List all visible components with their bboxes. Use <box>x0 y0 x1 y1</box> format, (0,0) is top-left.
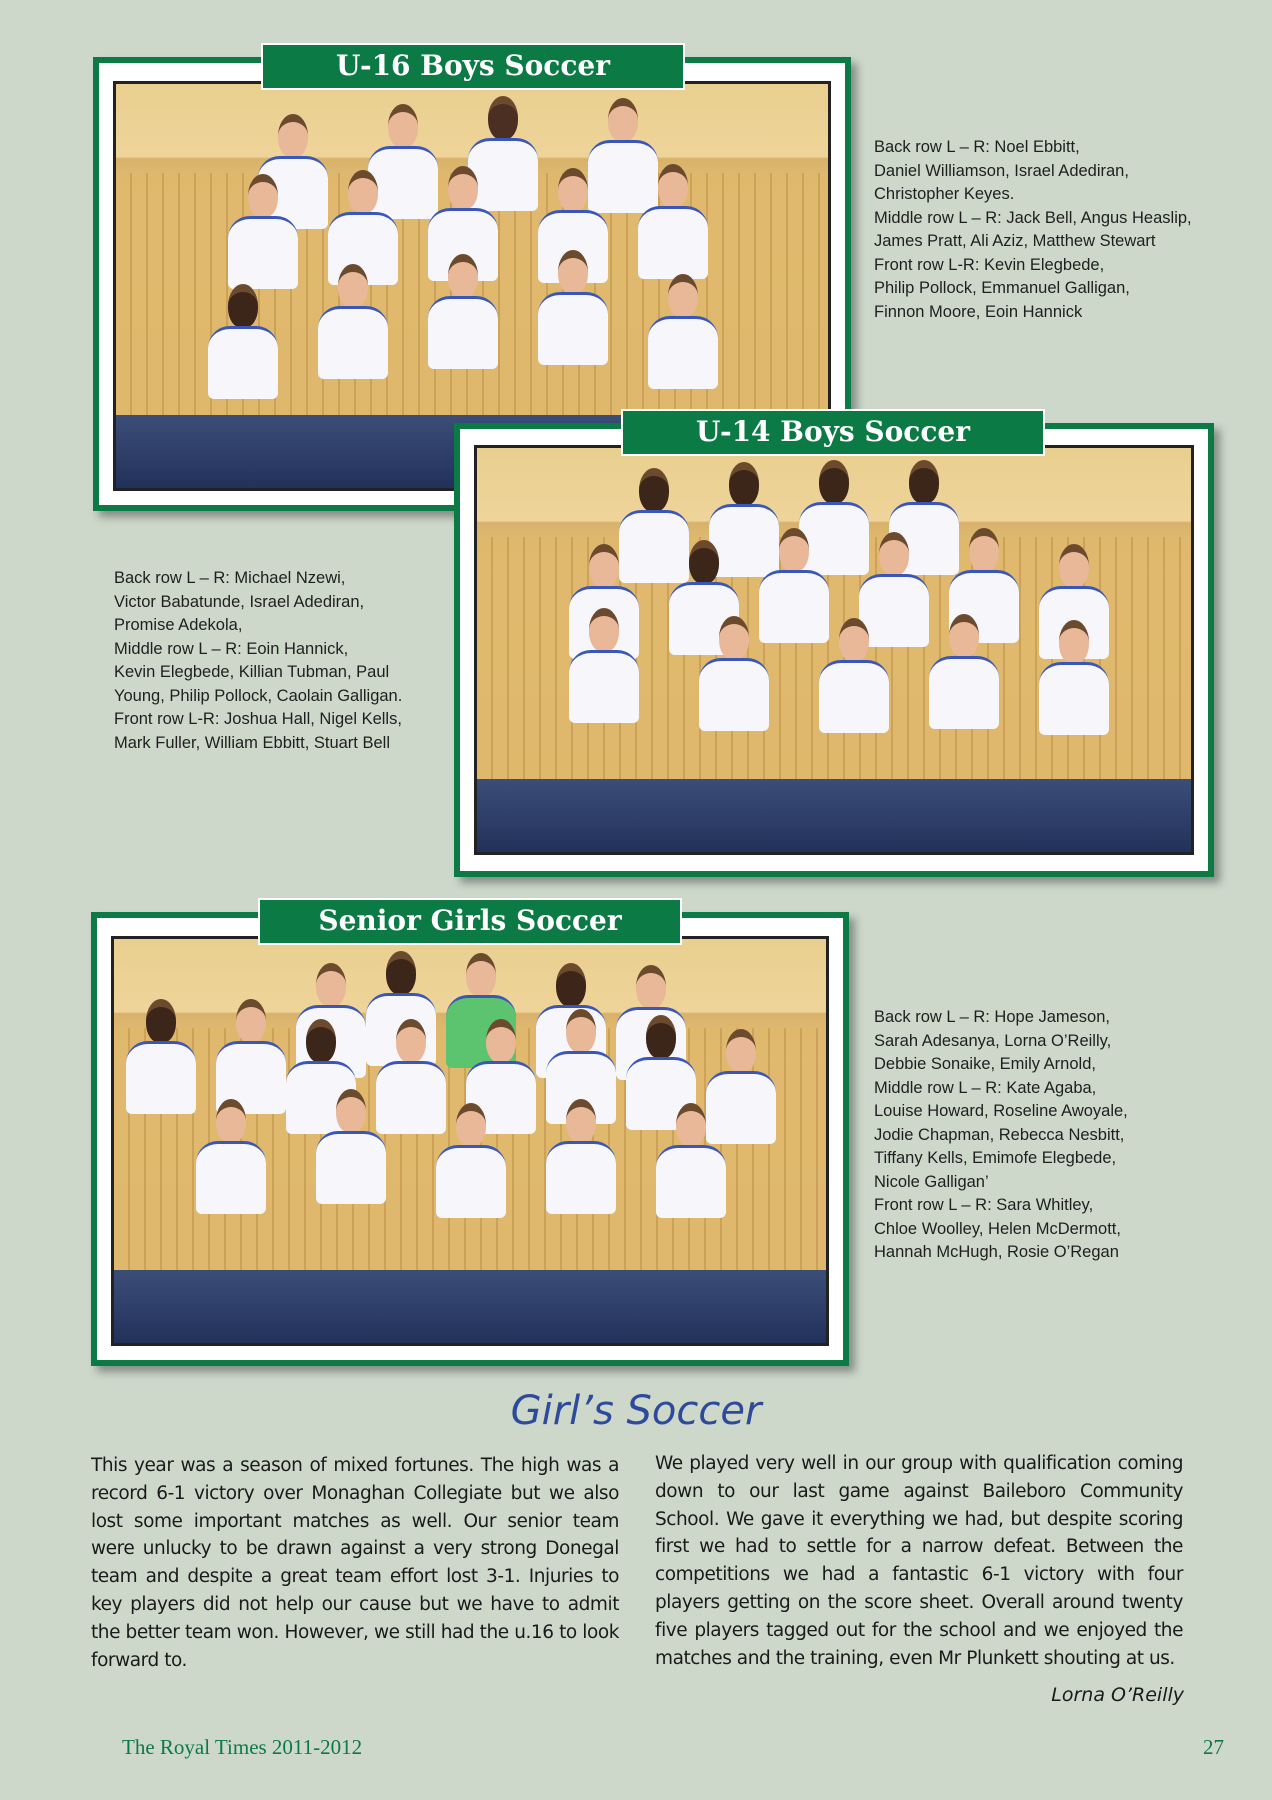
article-heading: Girl’s Soccer <box>510 1388 762 1434</box>
article-column-2: We played very well in our group with qualification coming down to our last game against Baileboro Community School. We gave it everything we had, but despite scoring first we had to settle for a narrow defeat. Between the competitions we had a fantastic 6-1 victory with four players getting on the score sheet. Overall around twenty five players tagged out for the school and we enjoyed the matches and the training, even Mr Plunkett shouting at us. <box>655 1453 1183 1669</box>
u14-title: U-14 Boys Soccer <box>621 409 1045 456</box>
u14-caption: Back row L – R: Michael Nzewi, Victor Babatunde, Israel Adediran, Promise Adekola, Middle row L – R: Eoin Hannick, Kevin Elegbede, Killian Tubman, Paul Young, Philip Pollock, Caolain Galligan. Front row L-R: Joshua Hall, Nigel Kells, Mark Fuller, William Ebbitt, Stuart Bell <box>114 569 403 752</box>
u16-caption: Back row L – R: Noel Ebbitt, Daniel Williamson, Israel Adediran, Christopher Keyes. Middle row L – R: Jack Bell, Angus Heaslip, James Pratt, Ali Aziz, Matthew Stewart Front row L-R: Kevin Elegbede, Philip Pollock, Emmanuel Galligan, Finnon Moore, Eoin Hannick <box>874 138 1192 321</box>
u16-title: U-16 Boys Soccer <box>261 43 685 90</box>
senior-girls-title: Senior Girls Soccer <box>258 898 682 945</box>
senior-girls-caption: Back row L – R: Hope Jameson, Sarah Adesanya, Lorna O’Reilly, Debbie Sonaike, Emily Arnold, Middle row L – R: Kate Agaba, Louise Howard, Roseline Awoyale, Jodie Chapman, Rebecca Nesbitt, Tiffany Kells, Emimofe Elegbede, Nicole Galligan’ Front row L – R: Sara Whitley, Chloe Woolley, Helen McDermott, Hannah McHugh, Rosie O’Regan <box>874 1008 1128 1261</box>
article-author: Lorna O’Reilly <box>1051 1684 1184 1706</box>
u14-team-photo <box>474 445 1194 855</box>
footer-publication: The Royal Times 2011-2012 <box>122 1735 363 1759</box>
page-number: 27 <box>1203 1735 1224 1759</box>
article-column-1: This year was a season of mixed fortunes. The high was a record 6-1 victory over Monaghan Collegiate but we also lost some important matches as well. Our senior team were unlucky to be drawn against a very strong Donegal team and despite a great team effort lost 3-1. Injuries to key players did not help our cause but we have to admit the better team won. However, we still had the u.16 to look forward to. <box>91 1455 619 1671</box>
senior-girls-team-photo <box>111 936 829 1346</box>
senior-girls-photo-frame <box>91 912 849 1366</box>
u14-photo-frame <box>454 423 1214 877</box>
